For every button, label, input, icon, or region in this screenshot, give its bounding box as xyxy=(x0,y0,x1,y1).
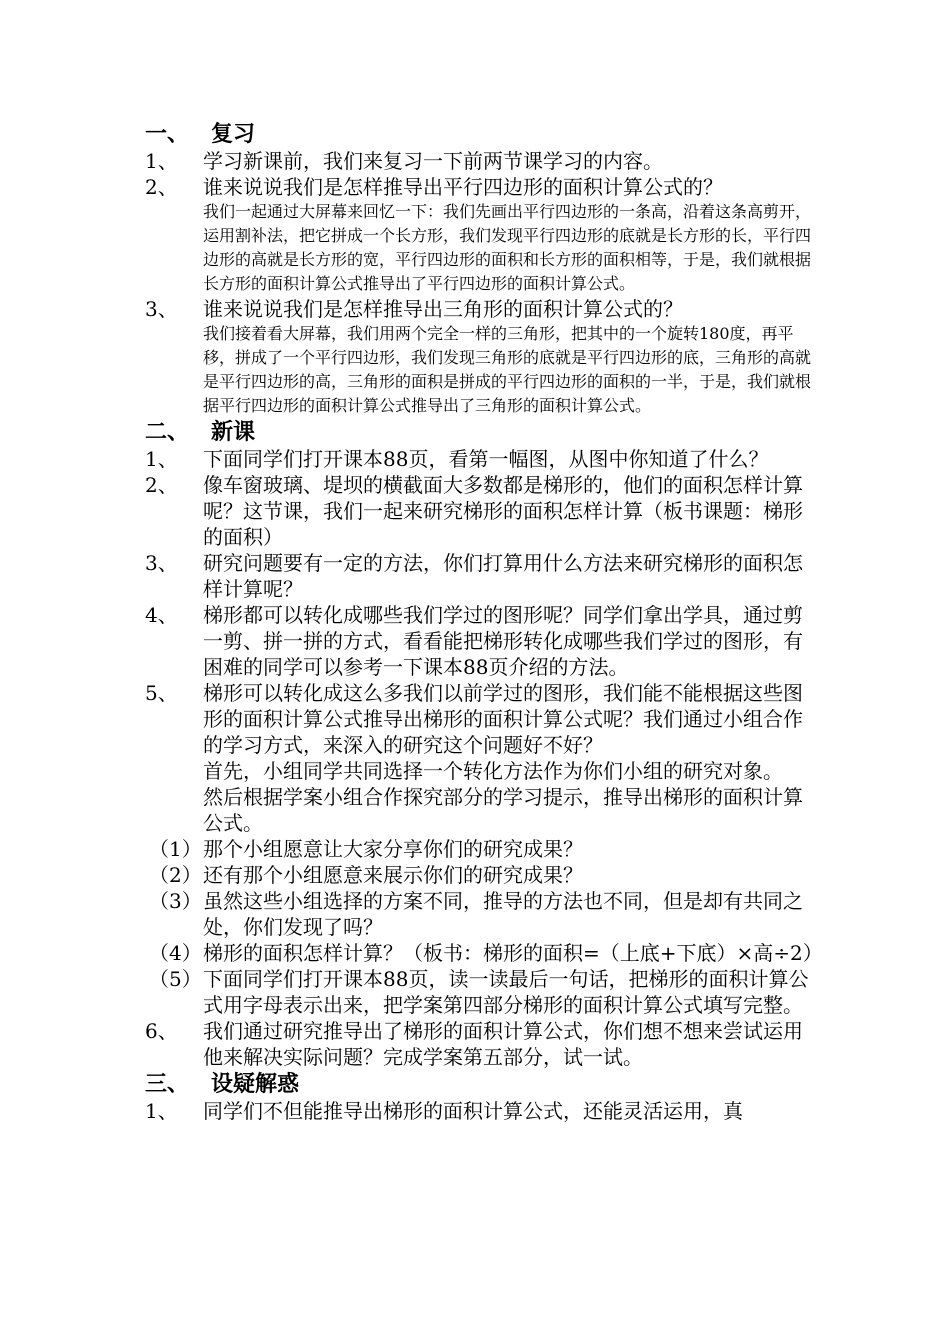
item-text: 学习新课前，我们来复习一下前两节课学习的内容。 xyxy=(203,149,663,173)
list-item xyxy=(145,1018,815,1070)
sub-item xyxy=(145,940,823,966)
sub-item-number: （3） xyxy=(149,889,202,913)
section-number: 三、 xyxy=(145,1071,190,1097)
item-text: 研究问题要有一定的方法，你们打算用什么方法来研究梯形的面积怎样计算呢？ xyxy=(203,551,803,601)
item-note: 我们接着看大屏幕，我们用两个完全一样的三角形，把其中的一个旋转180度，再平移，拼成了一个平行四边形，我们发现三角形的底就是平行四边形的底，三角形的高就是平行四边形的高，三角形的面积是拼成的平行四边形的面积的一半，于是，我们就根据平行四边形的面积计算公式推导出了三角形的面积计算公式。 xyxy=(203,324,812,415)
list-item xyxy=(145,550,815,602)
section-number: 二、 xyxy=(145,419,190,445)
item-number: 1、 xyxy=(145,447,178,471)
item-number: 5、 xyxy=(145,681,178,705)
list-item xyxy=(145,472,815,550)
item-number: 3、 xyxy=(145,297,178,321)
item-paragraph: 首先，小组同学共同选择一个转化方法作为你们小组的研究对象。 xyxy=(203,759,783,783)
sub-item-number: （4） xyxy=(149,941,202,965)
sub-item-text: 还有那个小组愿意来展示你们的研究成果？ xyxy=(203,863,583,887)
sub-item-number: （2） xyxy=(149,863,202,887)
item-number: 2、 xyxy=(145,473,178,497)
section-title: 复习 xyxy=(211,121,256,147)
item-text: 我们通过研究推导出了梯形的面积计算公式，你们想不想来尝试运用他来解决实际问题？完成学案第五部分，试一试。 xyxy=(203,1019,803,1069)
sub-item xyxy=(145,836,815,862)
item-text: 谁来说说我们是怎样推导出平行四边形的面积计算公式的？ xyxy=(203,175,723,199)
sub-item-number: （1） xyxy=(149,837,202,861)
section-heading xyxy=(145,1070,815,1098)
sub-item-text: 下面同学们打开课本88页，读一读最后一句话，把梯形的面积计算公式用字母表示出来，把学案第四部分梯形的面积计算公式填写完整。 xyxy=(203,967,809,1017)
list-item xyxy=(145,148,815,174)
sub-item xyxy=(145,888,815,940)
section-heading xyxy=(145,120,815,148)
item-text: 像车窗玻璃、堤坝的横截面大多数都是梯形的，他们的面积怎样计算呢？这节课，我们一起来研究梯形的面积怎样计算（板书课题：梯形的面积） xyxy=(203,473,803,549)
item-number: 6、 xyxy=(145,1019,178,1043)
item-number: 1、 xyxy=(145,1099,178,1123)
item-text: 下面同学们打开课本88页，看第一幅图，从图中你知道了什么？ xyxy=(203,447,769,471)
sub-item xyxy=(145,862,815,888)
item-number: 3、 xyxy=(145,551,178,575)
section-title: 新课 xyxy=(211,419,256,445)
item-number: 4、 xyxy=(145,603,178,627)
item-number: 1、 xyxy=(145,149,178,173)
list-item xyxy=(145,602,815,680)
sub-item xyxy=(145,966,815,1018)
item-text: 同学们不但能推导出梯形的面积计算公式，还能灵活运用，真 xyxy=(203,1099,743,1123)
item-note: 我们一起通过大屏幕来回忆一下：我们先画出平行四边形的一条高，沿着这条高剪开，运用割补法，把它拼成一个长方形，我们发现平行四边形的底就是长方形的长，平行四边形的高就是长方形的宽，平行四边形的面积和长方形的面积相等，于是，我们就根据长方形的面积计算公式推导出了平行四边形的面积计算公式。 xyxy=(203,202,812,293)
section-number: 一、 xyxy=(145,121,190,147)
document-body xyxy=(145,120,823,1124)
item-paragraph: 然后根据学案小组合作探究部分的学习提示，推导出梯形的面积计算公式。 xyxy=(203,785,803,835)
sub-item-text: 虽然这些小组选择的方案不同，推导的方法也不同，但是却有共同之处，你们发现了吗？ xyxy=(203,889,803,939)
sub-item-text: 那个小组愿意让大家分享你们的研究成果？ xyxy=(203,837,583,861)
section-title: 设疑解惑 xyxy=(211,1071,300,1097)
list-item xyxy=(145,296,815,322)
sub-item-number: （5） xyxy=(149,967,202,991)
item-text: 谁来说说我们是怎样推导出三角形的面积计算公式的？ xyxy=(203,297,683,321)
section-heading xyxy=(145,418,815,446)
list-item xyxy=(145,446,815,472)
list-item xyxy=(145,1098,815,1124)
list-item xyxy=(145,680,815,758)
sub-item-text: 梯形的面积怎样计算？（板书：梯形的面积=（上底+下底）×高÷2） xyxy=(203,941,823,965)
item-number: 2、 xyxy=(145,175,178,199)
item-text: 梯形可以转化成这么多我们以前学过的图形，我们能不能根据这些图形的面积计算公式推导出梯形的面积计算公式呢？我们通过小组合作的学习方式，来深入的研究这个问题好不好？ xyxy=(203,681,803,757)
item-text: 梯形都可以转化成哪些我们学过的图形呢？同学们拿出学具，通过剪一剪、拼一拼的方式，看看能把梯形转化成哪些我们学过的图形，有困难的同学可以参考一下课本88页介绍的方法。 xyxy=(203,603,803,679)
list-item xyxy=(145,174,815,200)
